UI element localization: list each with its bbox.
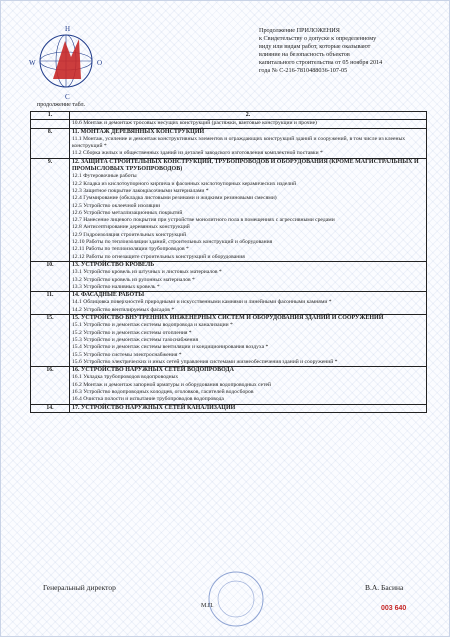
- section-title: 17. УСТРОЙСТВО НАРУЖНЫХ СЕТЕЙ КАНАЛИЗАЦИИ: [72, 404, 236, 411]
- header-line: капитального строительства от 05 ноября 2014: [259, 59, 383, 67]
- work-item: 15.1 Устройство и демонтаж системы водопровода и канализации *: [72, 322, 233, 329]
- director-name: В.А. Басина: [365, 583, 404, 592]
- row-content: [70, 404, 427, 412]
- work-item: 14.2 Устройство вентилируемых фасадов *: [72, 306, 175, 313]
- work-item: 12.9 Гидроизоляция строительных конструкций: [72, 231, 187, 238]
- row-content: [70, 292, 427, 315]
- work-item: 15.6 Устройство электрических и иных сетей управления системами жизнеобеспечения зданий и сооружений *: [72, 358, 338, 365]
- section-title: 16. УСТРОЙСТВО НАРУЖНЫХ СЕТЕЙ ВОДОПРОВОДА: [72, 367, 234, 374]
- section-title: 14. ФАСАДНЫЕ РАБОТЫ: [72, 292, 145, 299]
- row-content: [70, 120, 427, 128]
- stamp-icon: [201, 569, 271, 629]
- row-number: 10.: [31, 261, 70, 291]
- column-header-works: 2.: [70, 112, 427, 120]
- row-number: 15.: [31, 315, 70, 367]
- work-item: 13.1 Устройство кровель из штучных и листовых материалов *: [72, 269, 222, 276]
- row-number: 11.: [31, 292, 70, 315]
- works-table: [30, 111, 427, 413]
- table-row: [31, 120, 427, 128]
- director-label: Генеральный директор: [43, 583, 116, 592]
- section-title: 15. УСТРОЙСТВО ВНУТРЕННИХ ИНЖЕНЕРНЫХ СИСТЕМ И ОБОРУДОВАНИЯ ЗДАНИЙ И СООРУЖЕНИЙ: [72, 315, 384, 322]
- row-number: 8.: [31, 128, 70, 158]
- header-line: к Свидетельству о допуске к определенному: [259, 35, 377, 43]
- work-item: 13.2 Устройство кровель из рулонных материалов *: [72, 276, 195, 283]
- work-item: 12.11 Работы по теплоизоляции трубопроводов *: [72, 246, 189, 253]
- work-item: 16.2 Монтаж и демонтаж запорной арматуры и оборудования водопроводных сетей: [72, 381, 272, 388]
- row-content: [70, 128, 427, 158]
- work-item: 10.6 Монтаж и демонтаж тросовых несущих конструкций (растяжки, вантовые конструкции и прочие): [72, 120, 317, 127]
- section-title: 13. УСТРОЙСТВО КРОВЕЛЬ: [72, 261, 155, 268]
- row-content: [70, 261, 427, 291]
- globe-logo-icon: [23, 17, 109, 105]
- table-row: [31, 404, 427, 412]
- work-item: 15.3 Устройство и демонтаж системы газоснабжения: [72, 336, 199, 343]
- seal-place-label: М.П.: [201, 603, 214, 609]
- work-item: 16.3 Устройство водопроводных колодцев, оголовков, гасителей водосборов: [72, 388, 254, 395]
- svg-text:С: С: [65, 93, 70, 101]
- work-item: 16.4 Очистка полости и испытание трубопроводов водопровода: [72, 396, 224, 403]
- column-header-number: 1.: [31, 112, 70, 120]
- work-item: 13.3 Устройство наливных кровель *: [72, 283, 160, 290]
- row-content: [70, 367, 427, 404]
- header-line: виду или видам работ, которые оказывают: [259, 43, 371, 51]
- work-item: 15.5 Устройство системы электроснабжения *: [72, 351, 182, 358]
- table-continuation-label: продолжение табл.: [37, 102, 86, 108]
- work-item: 12.12 Работы по огнезащите строительных конструкций и оборудования: [72, 253, 245, 260]
- work-item: 15.2 Устройство и демонтаж системы отопления *: [72, 329, 192, 336]
- row-content: [70, 315, 427, 367]
- work-item: 12.7 Нанесение лицевого покрытия при устройстве монолитного пола в помещениях с агрессивными средами: [72, 217, 335, 224]
- table-row: [31, 315, 427, 367]
- work-item: 12.3 Защитное покрытие лакокрасочными материалами *: [72, 187, 209, 194]
- work-item: 12.10 Работы по теплоизоляции зданий, строительных конструкций и оборудования: [72, 239, 273, 246]
- row-number: [31, 120, 70, 128]
- work-item: 16.1 Укладка трубопроводов водопроводных: [72, 374, 179, 381]
- svg-text:О: О: [97, 59, 103, 67]
- work-item: 11.2 Сборка жилых и общественных зданий из деталей заводского изготовления комплектной поставки *: [72, 150, 323, 157]
- work-item: 12.4 Гуммирование (обкладка листовыми резинами и жидкими резиновыми смесями): [72, 195, 277, 202]
- section-title: 12. ЗАЩИТА СТРОИТЕЛЬНЫХ КОНСТРУКЦИЙ, ТРУБОПРОВОДОВ И ОБОРУДОВАНИЯ (КРОМЕ МАГИСТРАЛЬНЫХ И ПРОМЫСЛОВЫХ ТРУБОПРОВОДОВ): [72, 158, 419, 173]
- table-row: [31, 292, 427, 315]
- appendix-header: [259, 27, 439, 76]
- section-title: 11. МОНТАЖ ДЕРЕВЯННЫХ КОНСТРУКЦИЙ: [72, 128, 205, 135]
- header-line: года № С-216-7810488036-107-05: [259, 67, 348, 75]
- work-item: 12.6 Устройство металлизационных покрытий: [72, 209, 183, 216]
- row-number: 16.: [31, 367, 70, 404]
- work-item: 12.8 Антисептирование деревянных конструкций: [72, 224, 190, 231]
- table-row: [31, 367, 427, 404]
- svg-text:W: W: [29, 59, 36, 67]
- work-item: 12.5 Устройство оклеечной изоляции: [72, 202, 161, 209]
- table-header-row: [31, 112, 427, 120]
- header-line: Продолжение ПРИЛОЖЕНИЯ: [259, 27, 340, 34]
- serial-number: 003 640: [381, 605, 407, 612]
- row-content: [70, 158, 427, 261]
- work-item: 14.1 Облицовка поверхностей природными и искусственными камнями и линейными фасонными камнями *: [72, 299, 332, 306]
- work-item: 11.1 Монтаж, усиление и демонтаж конструктивных элементов и ограждающих конструкций зданий и сооружений, в том числе из клееных конструкций *: [72, 135, 406, 150]
- table-row: [31, 261, 427, 291]
- work-item: 15.4 Устройство и демонтаж системы вентиляции и кондиционирования воздуха *: [72, 344, 269, 351]
- table-row: [31, 128, 427, 158]
- svg-text:Н: Н: [65, 25, 71, 33]
- row-number: 9.: [31, 158, 70, 261]
- work-item: 12.2 Кладка из кислотоупорного кирпича и фасонных кислотоупорных керамических изделий: [72, 180, 297, 187]
- row-number: 14.: [31, 404, 70, 412]
- table-row: [31, 158, 427, 261]
- work-item: 12.1 Футеровочные работы: [72, 173, 137, 180]
- header-line: влияние на безопасность объектов: [259, 51, 350, 59]
